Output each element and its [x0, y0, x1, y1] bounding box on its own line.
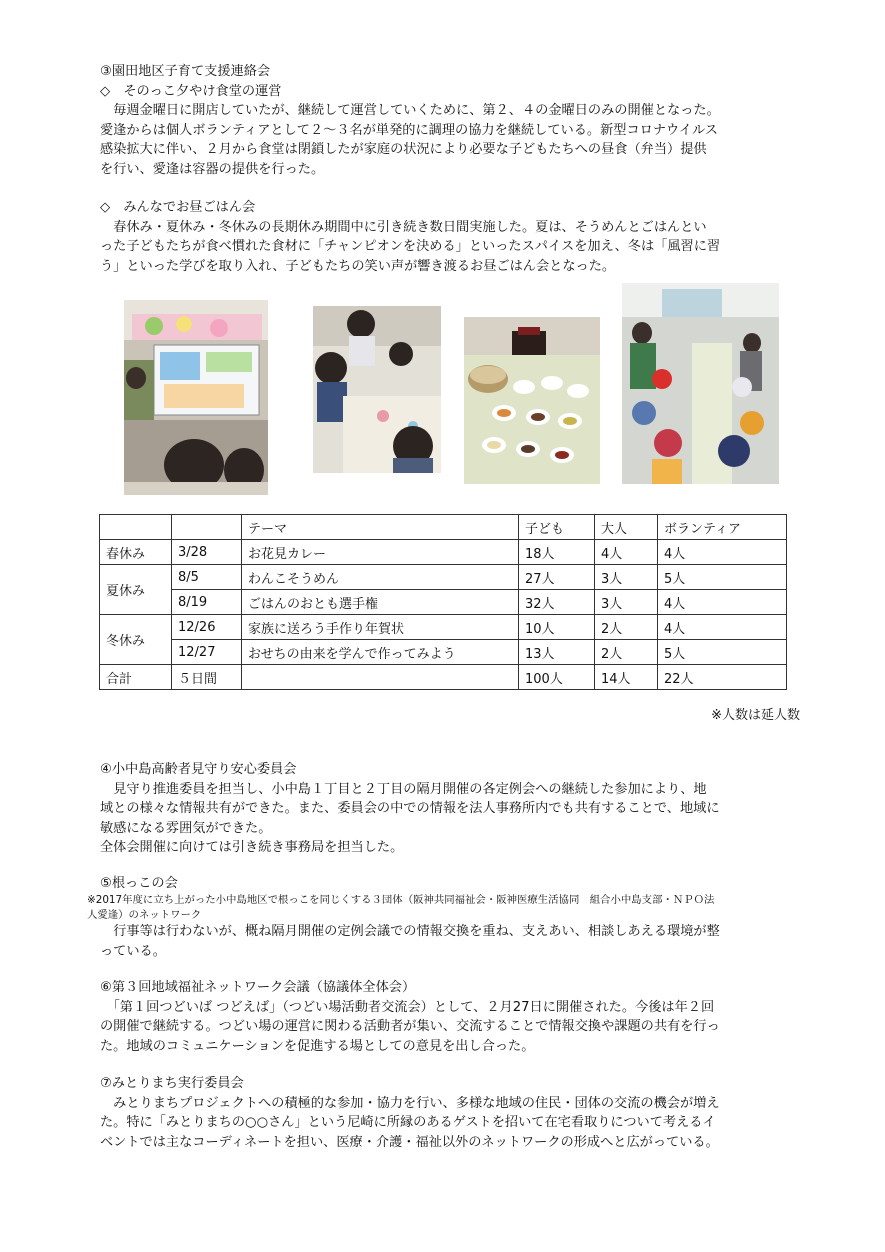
section-7-heading: ⑦みとりまち実行委員会: [100, 1076, 244, 1091]
theme-cell: おせちの由来を学んで作ってみよう: [242, 640, 519, 665]
paragraph-line: みとりまちプロジェクトへの積極的な参加・協力を行い、多様な地域の住民・団体の交流の機会が増え: [100, 1095, 720, 1111]
table-row: [100, 590, 787, 615]
season-cell: 夏休み: [100, 565, 172, 615]
table-header-row: [100, 515, 787, 540]
section-5-body: [100, 922, 800, 961]
section-5: [100, 874, 800, 894]
lunch-photo-whiteboard: [124, 300, 268, 495]
lunch-schedule-table: [99, 514, 787, 690]
table-note: ※人数は延人数: [711, 708, 800, 723]
paragraph-line: った子どもたちが食べ慣れた食材に「チャンピオンを決める」といったスパイスを加え、冬は「風習に習: [100, 239, 721, 255]
date-cell: 8/5: [172, 565, 242, 590]
subsection-lunch: [100, 198, 800, 276]
note-line: 人愛逢）のネットワーク: [87, 909, 202, 921]
lunch-photo-food-table: [464, 317, 600, 484]
paragraph-line: 毎週金曜日に開店していたが、継続して運営していくために、第２、４の金曜日のみの開催となった。: [100, 103, 720, 119]
table-row: [100, 565, 787, 590]
table-header-cell: 子ども: [519, 515, 595, 540]
lunch-photo-dining-hall: [622, 283, 779, 484]
paragraph-line: の開催で継続する。つどい場の運営に関わる活動者が集い、交流することで情報交換や課題の共有を行っ: [100, 1019, 720, 1035]
section-3: [100, 62, 800, 180]
paragraph-line: た。地域のコミュニケーションを促進する場としての意見を出し合った。: [100, 1038, 535, 1054]
total-adults-cell: 14人: [595, 665, 658, 690]
total-volunteers-cell: 22人: [658, 665, 787, 690]
section-4: [100, 760, 800, 858]
table-header-cell: テーマ: [242, 515, 519, 540]
adults-cell: 3人: [595, 590, 658, 615]
paragraph-line: を行い、愛逢は容器の提供を行った。: [100, 161, 325, 177]
season-cell: 冬休み: [100, 615, 172, 665]
table-total-row: [100, 665, 787, 690]
section-4-heading: ④小中島高齢者見守り安心委員会: [100, 762, 297, 777]
table-row: [100, 640, 787, 665]
section-3-heading: ③園田地区子育て支援連絡会: [100, 64, 271, 79]
paragraph-line: 愛逢からは個人ボランティアとして２～３名が単発的に調理の協力を継続している。新型コロナウイルス: [100, 122, 718, 138]
table-header-cell: 大人: [595, 515, 658, 540]
lunch-photo-children-crafting: [313, 306, 441, 473]
paragraph-line: 見守り推進委員を担当し、小中島１丁目と２丁目の隔月開催の各定例会への継続した参加により、地: [100, 781, 707, 797]
children-cell: 13人: [519, 640, 595, 665]
season-cell: 春休み: [100, 540, 172, 565]
subsection-yuyake-title: ◇ そのっこ夕やけ食堂の運営: [100, 83, 282, 99]
total-days-cell: ５日間: [172, 665, 242, 690]
paragraph-line: う」といった学びを取り入れ、子どもたちの笑い声が響き渡るお昼ごはん会となった。: [100, 258, 616, 274]
theme-cell: わんこそうめん: [242, 565, 519, 590]
adults-cell: 2人: [595, 640, 658, 665]
children-cell: 10人: [519, 615, 595, 640]
children-cell: 18人: [519, 540, 595, 565]
table-row: [100, 540, 787, 565]
children-cell: 27人: [519, 565, 595, 590]
date-cell: 12/26: [172, 615, 242, 640]
total-label-cell: 合計: [100, 665, 172, 690]
volunteers-cell: 4人: [658, 590, 787, 615]
adults-cell: 3人: [595, 565, 658, 590]
paragraph-line: 域との様々な情報共有ができた。また、委員会の中での情報を法人事務所内でも共有することで、地域に: [100, 801, 720, 817]
paragraph-line: 春休み・夏休み・冬休みの長期休み期間中に引き続き数日間実施した。夏は、そうめんとごはんとい: [100, 219, 707, 235]
table-header-cell: [172, 515, 242, 540]
total-children-cell: 100人: [519, 665, 595, 690]
date-cell: 3/28: [172, 540, 242, 565]
volunteers-cell: 4人: [658, 615, 787, 640]
section-7: [100, 1074, 800, 1152]
children-cell: 32人: [519, 590, 595, 615]
theme-cell: ごはんのおとも選手権: [242, 590, 519, 615]
table-header-cell: [100, 515, 172, 540]
paragraph-line: 敏感になる雰囲気ができた。: [100, 820, 272, 836]
date-cell: 8/19: [172, 590, 242, 615]
adults-cell: 4人: [595, 540, 658, 565]
section-5-heading: ⑤根っこの会: [100, 876, 178, 891]
paragraph-line: ベントでは主なコーディネートを担い、医療・介護・福祉以外のネットワークの形成へと広がっている。: [100, 1134, 719, 1150]
table-row: [100, 615, 787, 640]
section-6-heading: ⑥第３回地域福祉ネットワーク会議（協議体全体会）: [100, 980, 416, 995]
adults-cell: 2人: [595, 615, 658, 640]
table-header-cell: ボランティア: [658, 515, 787, 540]
date-cell: 12/27: [172, 640, 242, 665]
volunteers-cell: 5人: [658, 640, 787, 665]
section-5-note: [87, 893, 787, 923]
volunteers-cell: 4人: [658, 540, 787, 565]
paragraph-line: た。特に「みとりまちの○○さん」という尼崎に所縁のあるゲストを招いて在宅看取りについて考えるイ: [100, 1115, 716, 1131]
paragraph-line: 感染拡大に伴い、２月から食堂は閉鎖したが家庭の状況により必要な子どもたちへの昼食（弁当）提供: [100, 142, 707, 158]
total-theme-cell: [242, 665, 519, 690]
paragraph-line: 全体会開催に向けては引き続き事務局を担当した。: [100, 840, 404, 856]
theme-cell: 家族に送ろう手作り年賀状: [242, 615, 519, 640]
section-6: [100, 978, 800, 1056]
volunteers-cell: 5人: [658, 565, 787, 590]
subsection-lunch-title: ◇ みんなでお昼ごはん会: [100, 200, 256, 215]
paragraph-line: 「第１回つどいば つどえば」（つどい場活動者交流会）として、２月27日に開催された。今後は年２回: [100, 999, 715, 1015]
note-line: ※2017年度に立ち上がった小中島地区で根っこを同じくする３団体（阪神共同福祉会・阪神医療生活協同 組合小中島支部・ＮＰＯ法: [87, 894, 715, 906]
paragraph-line: 行事等は行わないが、概ね隔月開催の定例会議での情報交換を重ね、支えあい、相談しあえる環境が整: [100, 924, 720, 939]
theme-cell: お花見カレー: [242, 540, 519, 565]
paragraph-line: っている。: [100, 943, 166, 959]
